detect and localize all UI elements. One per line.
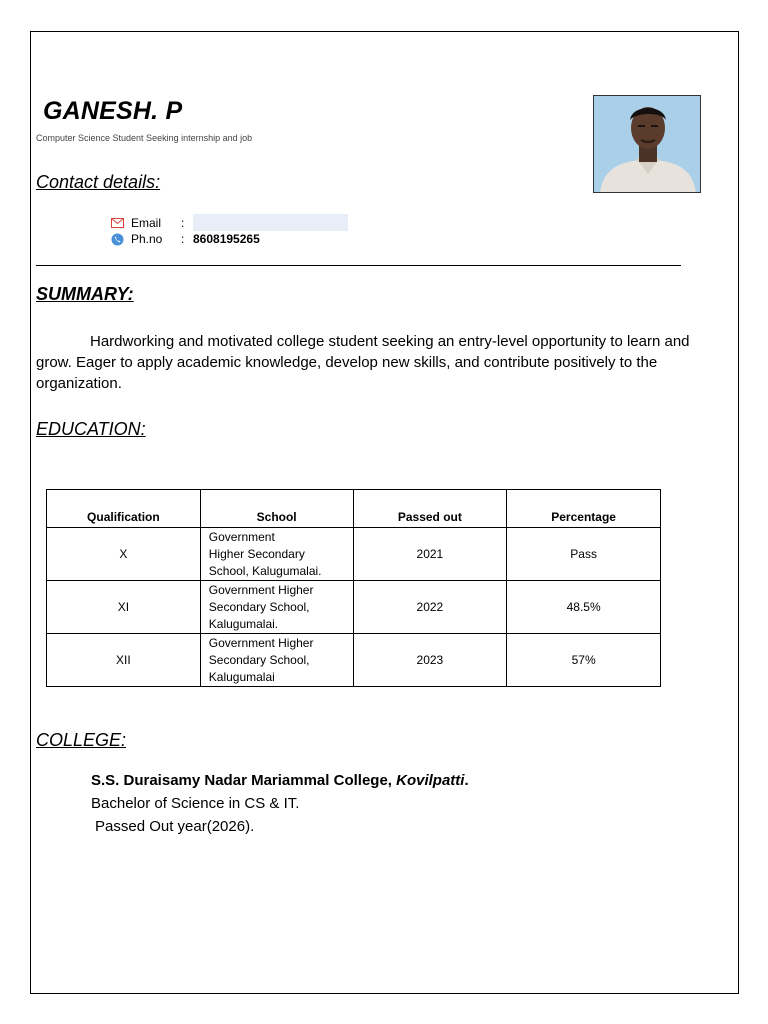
table-row bbox=[47, 528, 661, 581]
contact-heading: Contact details: bbox=[36, 172, 161, 192]
table-row bbox=[47, 634, 661, 687]
college-city: Kovilpatti bbox=[396, 772, 465, 789]
column-header: Percentage bbox=[507, 490, 661, 528]
school-cell: Government Higher Secondary School, Kalugumalai bbox=[200, 634, 353, 687]
college-name-line bbox=[91, 772, 469, 789]
table-header-row bbox=[47, 490, 661, 528]
school-cell: Government Higher Secondary School, Kalugumalai. bbox=[200, 581, 353, 634]
phone-row bbox=[111, 232, 260, 246]
profile-photo bbox=[593, 95, 701, 193]
college-degree: Bachelor of Science in CS & IT. bbox=[91, 795, 300, 812]
email-value bbox=[193, 214, 348, 231]
percentage-cell: 48.5% bbox=[507, 581, 661, 634]
column-header: Passed out bbox=[353, 490, 507, 528]
education-table bbox=[46, 489, 661, 687]
qualification-cell: XII bbox=[47, 634, 201, 687]
candidate-tagline: Computer Science Student Seeking internship and job bbox=[36, 133, 253, 143]
education-heading: EDUCATION: bbox=[36, 419, 146, 439]
resume-page bbox=[30, 31, 739, 994]
percentage-cell: Pass bbox=[507, 528, 661, 581]
phone-label: Ph.no bbox=[131, 232, 163, 246]
table-row bbox=[47, 581, 661, 634]
mail-icon bbox=[111, 216, 124, 229]
college-name: S.S. Duraisamy Nadar Mariammal College, bbox=[91, 772, 392, 789]
column-header: School bbox=[200, 490, 353, 528]
section-divider bbox=[36, 265, 681, 266]
qualification-cell: X bbox=[47, 528, 201, 581]
summary-text: Hardworking and motivated college student seeking an entry-level opportunity to learn and grow. Eager to apply academic knowledge, develop new skills, and contribute positively to the organization. bbox=[36, 333, 690, 392]
passed-out-cell: 2023 bbox=[353, 634, 507, 687]
email-separator: : bbox=[181, 215, 185, 230]
qualification-cell: XI bbox=[47, 581, 201, 634]
phone-value: 8608195265 bbox=[193, 232, 260, 246]
column-header: Qualification bbox=[47, 490, 201, 528]
college-heading: COLLEGE: bbox=[36, 730, 127, 750]
percentage-cell: 57% bbox=[507, 634, 661, 687]
school-cell: Government Higher Secondary School, Kalugumalai. bbox=[200, 528, 353, 581]
summary-heading: SUMMARY: bbox=[36, 284, 134, 304]
person-photo-illustration bbox=[594, 96, 701, 193]
passed-out-cell: 2021 bbox=[353, 528, 507, 581]
email-label: Email bbox=[131, 215, 162, 230]
college-city-suffix: . bbox=[464, 772, 469, 789]
candidate-name: GANESH. P bbox=[43, 97, 183, 125]
email-row bbox=[111, 214, 348, 231]
passed-out-cell: 2022 bbox=[353, 581, 507, 634]
college-passed-out: Passed Out year(2026). bbox=[95, 818, 255, 835]
phone-separator: : bbox=[181, 232, 185, 246]
phone-icon bbox=[111, 233, 124, 246]
